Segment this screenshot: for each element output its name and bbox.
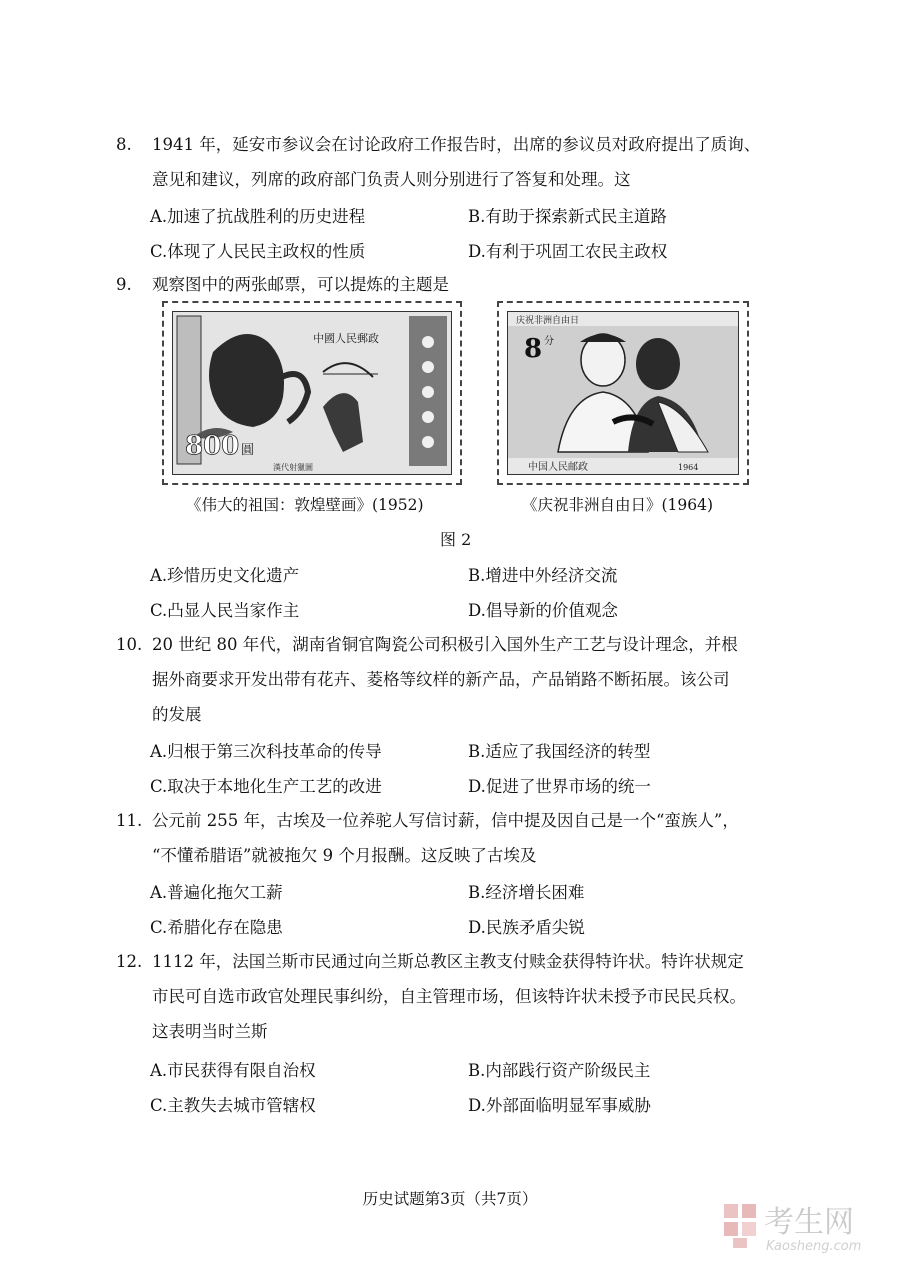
question-stem-line: 观察图中的两张邮票，可以提炼的主题是 (152, 275, 449, 294)
option-a[interactable]: A.归根于第三次科技革命的传导 (150, 742, 382, 761)
option-d[interactable]: D.民族矛盾尖锐 (468, 918, 585, 937)
stamp-bottom-text: 漢代射獵圖 (273, 463, 313, 472)
question-stem-line: 据外商要求开发出带有花卉、菱格等纹样的新产品，产品销路不断拓展。该公司 (152, 670, 730, 689)
stamp-bottom-text: 中国人民邮政 (528, 462, 588, 473)
question-stem-line: 公元前 255 年，古埃及一位养驼人写信讨薪，信中提及因自己是一个“蛮族人”， (152, 811, 739, 830)
option-c[interactable]: C.凸显人民当家作主 (150, 601, 300, 620)
option-a[interactable]: A.珍惜历史文化遗产 (150, 566, 300, 585)
option-c[interactable]: C.希腊化存在隐患 (150, 918, 283, 937)
stamp-header-text: 中國人民郵政 (313, 332, 379, 345)
stamp-africa-freedom-day (497, 301, 749, 485)
option-c[interactable]: C.主教失去城市管辖权 (150, 1096, 316, 1115)
stamp-bottom-code: 1964 (678, 463, 699, 472)
question-number: 11. (116, 811, 143, 830)
option-a[interactable]: A.普遍化拖欠工薪 (150, 883, 283, 902)
question-stem-line: 意见和建议，列席的政府部门负责人则分别进行了答复和处理。这 (152, 170, 631, 189)
option-b[interactable]: B.有助于探索新式民主道路 (468, 207, 667, 226)
option-c[interactable]: C.取决于本地化生产工艺的改进 (150, 777, 382, 796)
stamp-image (172, 311, 452, 475)
stamp-value-unit: 分 (544, 336, 554, 347)
stamp-header-text: 庆祝非洲自由日 (516, 316, 580, 326)
watermark-name: 考生网 (764, 1205, 854, 1240)
question-stem-line: 的发展 (152, 705, 202, 724)
stamp-caption-1: 《伟大的祖国：敦煌壁画》(1952) (186, 496, 424, 514)
question-number: 9. (116, 275, 132, 294)
question-number: 8. (116, 135, 132, 154)
question-stem-line: 市民可自选市政官处理民事纠纷，自主管理市场，但该特许状未授予市民民兵权。 (152, 987, 746, 1006)
question-stem-line: 这表明当时兰斯 (152, 1022, 268, 1041)
watermark-url: Kaosheng.com (766, 1239, 862, 1254)
option-b[interactable]: B.内部践行资产阶级民主 (468, 1061, 651, 1080)
figure-label: 图 2 (440, 530, 472, 549)
page-footer: 历史试题第3页（共7页） (362, 1190, 538, 1208)
question-stem-line: “不懂希腊语”就被拖欠 9 个月报酬。这反映了古埃及 (152, 846, 537, 865)
option-b[interactable]: B.增进中外经济交流 (468, 566, 618, 585)
option-a[interactable]: A.加速了抗战胜利的历史进程 (150, 207, 366, 226)
option-b[interactable]: B.适应了我国经济的转型 (468, 742, 651, 761)
stamp-artwork (508, 312, 738, 474)
question-stem-line: 1941 年，延安市参议会在讨论政府工作报告时，出席的参议员对政府提出了质询、 (152, 135, 761, 154)
stamp-value: 8 (524, 334, 543, 364)
stamp-value-unit: 圓 (241, 443, 255, 458)
option-d[interactable]: D.倡导新的价值观念 (468, 601, 618, 620)
stamp-value: 800 (185, 431, 240, 461)
question-number: 12. (116, 952, 143, 971)
watermark-logo (722, 1198, 882, 1254)
option-b[interactable]: B.经济增长困难 (468, 883, 585, 902)
question-stem-line: 20 世纪 80 年代，湖南省铜官陶瓷公司积极引入国外生产工艺与设计理念，并根 (152, 635, 738, 654)
stamp-dunhuang-mural (162, 301, 462, 485)
option-a[interactable]: A.市民获得有限自治权 (150, 1061, 316, 1080)
option-d[interactable]: D.有利于巩固工农民主政权 (468, 242, 668, 261)
question-number: 10. (116, 635, 143, 654)
stamp-caption-2: 《庆祝非洲自由日》(1964) (522, 496, 714, 514)
question-stem-line: 1112 年，法国兰斯市民通过向兰斯总教区主教支付赎金获得特许状。特许状规定 (152, 952, 744, 971)
option-d[interactable]: D.外部面临明显军事威胁 (468, 1096, 651, 1115)
option-c[interactable]: C.体现了人民民主政权的性质 (150, 242, 366, 261)
stamp-artwork (173, 312, 451, 474)
kaosheng-logo-icon (722, 1198, 882, 1254)
option-d[interactable]: D.促进了世界市场的统一 (468, 777, 651, 796)
stamp-image (507, 311, 739, 475)
